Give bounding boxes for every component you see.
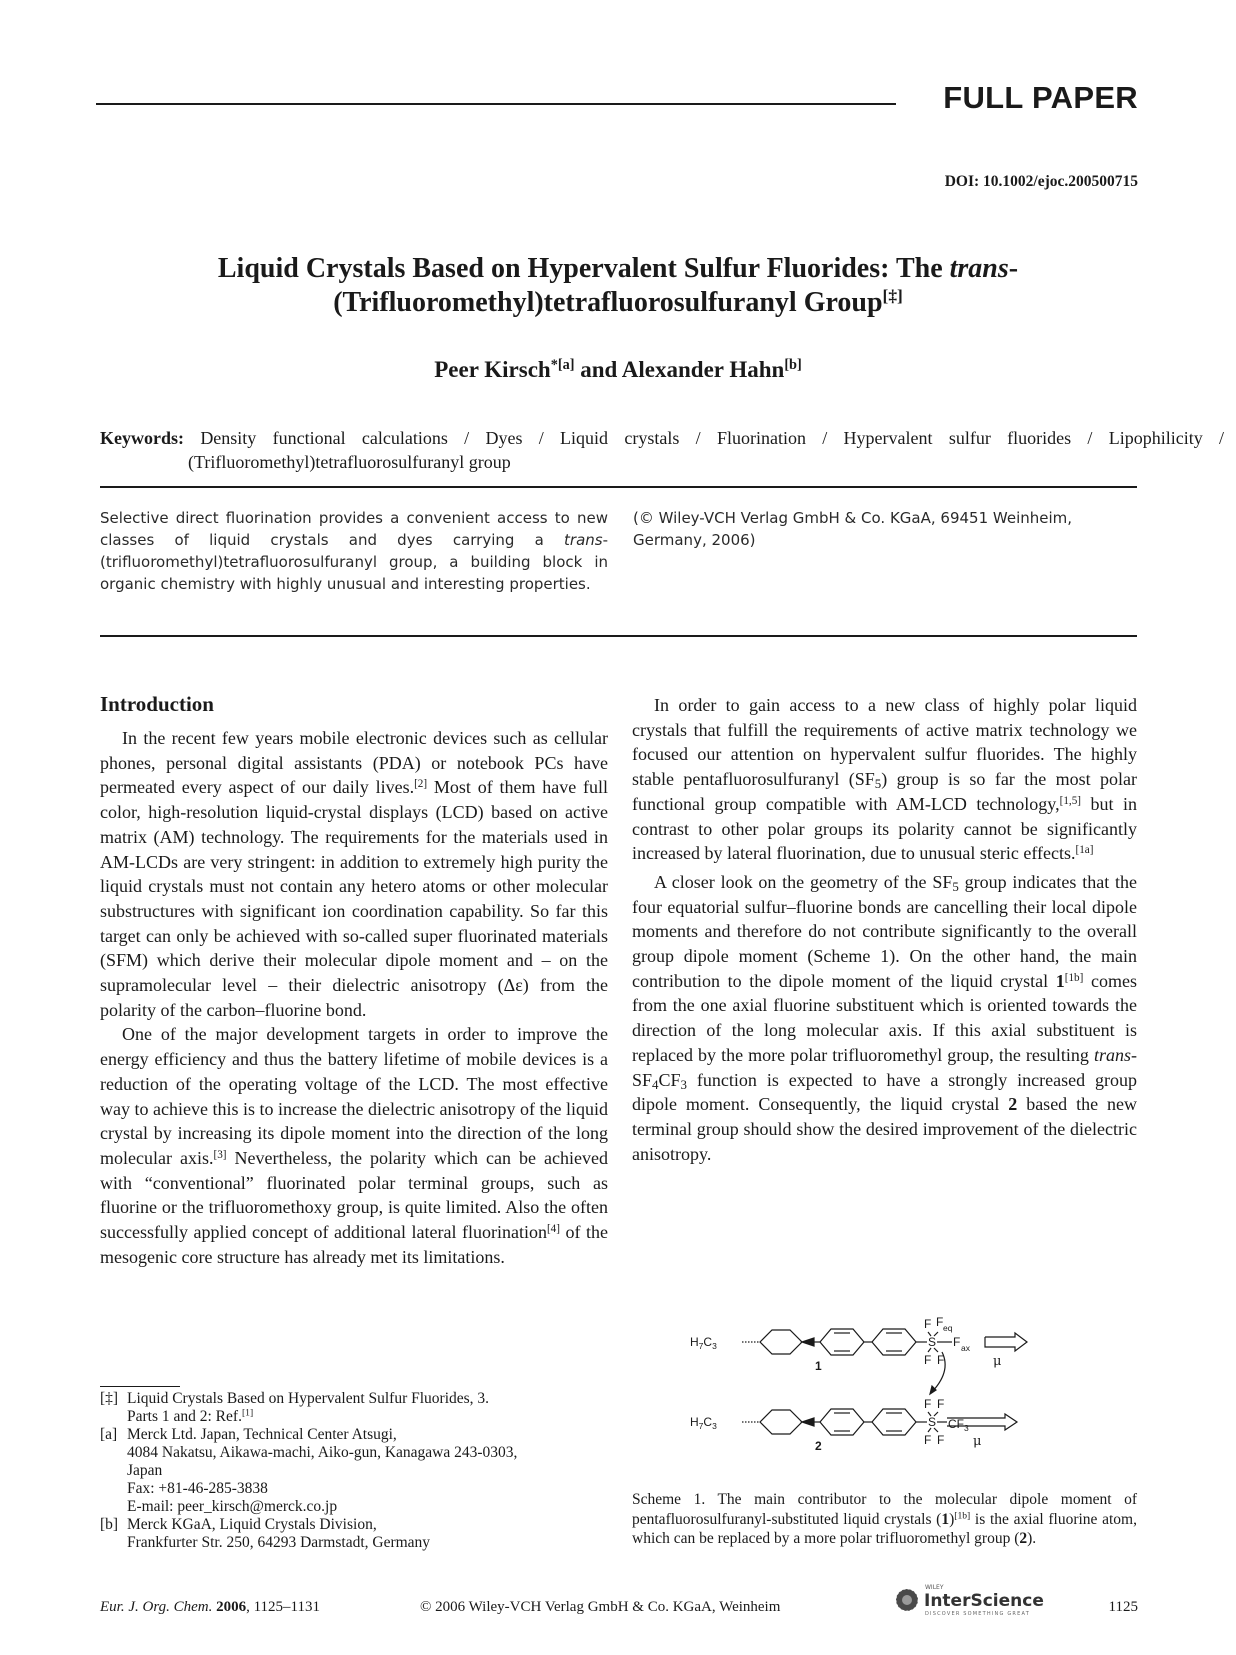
svg-text:H7C3 [690,1335,717,1351]
citation[interactable]: [4] [546,1222,560,1235]
text: group indicates that the four equatorial sulfur–fluorine bonds are cancelling their local dipole moments and therefore do not contribute significantly to the overall group dipole moment (Scheme 1). On the other hand, the main contribution to the dipole moment of the liquid crystal [632,871,1137,991]
scheme-subscript: 3 [964,1423,969,1433]
footnote-mark: [b] [100,1516,119,1533]
author-name: Alexander Hahn [621,357,785,382]
footnotes [100,1390,608,1552]
italic-text: trans [1093,1044,1131,1065]
scheme-atom: CF [948,1417,964,1431]
scheme-dipole-symbol: μ [993,1354,1002,1369]
author-affiliation-mark[interactable]: *[a] [550,357,575,374]
text: Most of them have full color, high-resolution liquid-crystal displays (LCD) based on active matrix (AM) technology. The requirements for the materials used in AM-LCDs are very stringent: in addition to extremely high purity the liquid crystals must not contain any hetero atoms or other molecular substructures with significant ion coordination capability. So far this target can only be achieved with so-called super fluorinated materials (SFM) which derive their molecular dipole moment and – on the supramolecular level – their dielectric anisotropy (Δε) from the polarity of the carbon–fluorine bond. [100,777,609,1020]
scheme-1-structure [690,1310,1070,1470]
right-column [632,693,1137,1166]
text: of the mesogenic core structure has already met its limitations. [100,1222,609,1267]
footer-copyright: © 2006 Wiley-VCH Verlag GmbH & Co. KGaA, Weinheim [420,1599,781,1615]
molecule-1 [742,1329,1027,1394]
footnote [100,1426,608,1516]
scheme-atom: F [953,1335,961,1349]
footnote-rule [100,1386,180,1387]
keywords-label: Keywords: [100,428,184,448]
compound-label: 2 [815,1439,822,1453]
text: One of the major development targets in order to improve the energy efficiency and thus the battery lifetime of mobile devices is a reduction of the operating voltage of the LCD. The most effective way to achieve this is to increase the dielectric anisotropy of the liquid crystal by increasing its dipole moment into the direction of the long molecular axis. [100,1024,608,1168]
paragraph [100,1022,608,1269]
keywords-text: Density functional calculations / Dyes / Liquid crystals / Fluorination / Hypervalent sulfur fluorides / Lipophilicity / (Trifluoromethyl)tetrafluorosulfuranyl group [188,428,1224,472]
scheme-atom: C [703,1335,713,1349]
citation[interactable]: [1a] [1075,844,1094,857]
left-column [100,726,608,1269]
scheme-subscript: ax [961,1343,970,1353]
scheme-dipole-symbol: μ [973,1434,982,1449]
paper-title [100,252,1136,320]
compound-label: 1 [815,1359,822,1373]
subscript: 3 [680,1076,688,1092]
text: comes from the one axial fluorine substituent which is oriented towards the direction of the long molecular axis. If this axial substituent is replaced by the more polar trifluoromethyl group, the resulting [632,970,1137,1065]
email-link[interactable]: E-mail: peer_kirsch@merck.co.jp [127,1498,338,1515]
text: -SF [632,1044,1137,1090]
caption-text: is the axial fluorine atom, which can be replaced by a more polar trifluoromethyl group ( [632,1510,1137,1547]
scheme-atom: H [690,1415,699,1429]
scheme-subscript: 3 [712,1421,717,1431]
scheme-caption [632,1490,1137,1549]
scheme-subscript: 7 [698,1421,704,1431]
footnote-line: Merck KGaA, Liquid Crystals Division, [127,1516,377,1533]
text: In order to gain access to a new class of highly polar liquid crystals that fulfill the requirements of active matrix technology we focused our attention on hypervalent sulfur fluorides. The highly stable pentafluorosulfuranyl (SF [632,695,1137,790]
authors [100,357,1136,383]
citation[interactable]: [1b] [1064,971,1084,984]
citation[interactable]: [3] [213,1148,227,1161]
journal-name: Eur. J. Org. Chem. [100,1599,213,1615]
caption-text: ). [1027,1530,1037,1547]
citation[interactable]: [2] [414,778,428,791]
citation[interactable]: [1b] [954,1510,971,1522]
footnote [100,1390,608,1426]
author-affiliation-mark[interactable]: [b] [784,357,802,374]
scheme-atom: H [690,1335,699,1349]
footer-citation [100,1599,320,1616]
footnote-line: Parts 1 and 2: Ref. [127,1408,242,1425]
svg-text:H7C3 [690,1415,717,1431]
abstract-top-rule [100,486,1137,488]
scheme-atom: F [937,1433,945,1447]
scheme-atom: F [937,1397,945,1411]
scheme-atom: F [936,1315,944,1329]
section-label: FULL PAPER [943,80,1138,115]
subscript: 5 [952,879,959,895]
author-name: Peer Kirsch [434,357,551,382]
compound-label: 1 [941,1510,950,1528]
header-rule [96,103,896,105]
abstract-copyright: (© Wiley-VCH Verlag GmbH & Co. KGaA, 69451 Weinheim, Germany, 2006) [633,509,1073,549]
compound-label: 1 [1055,970,1065,991]
paragraph [632,870,1137,1166]
citation[interactable]: [1] [241,1407,254,1419]
authors-and: and [574,357,622,382]
svg-text:CF3 [948,1417,969,1433]
journal-year: 2006 [216,1599,247,1615]
caption-text: ) [949,1510,955,1528]
logo-wiley: WILEY [925,1584,944,1591]
logo-interscience: InterScience [924,1591,1044,1611]
doi: DOI: 10.1002/ejoc.200500715 [944,173,1138,190]
citation[interactable]: [1,5] [1059,794,1082,807]
compound-label: 2 [1008,1094,1018,1115]
paragraph [100,726,608,1022]
footnote-line: Liquid Crystals Based on Hypervalent Sulfur Fluorides, 3. [127,1390,490,1407]
subscript: 5 [874,776,882,792]
scheme-atom: C [703,1415,713,1429]
footnote-line: Fax: +81-46-285-3838 [127,1480,268,1497]
abstract [100,507,608,595]
scheme-atom: S [928,1415,937,1429]
keywords [100,426,1224,474]
footnote-line: Merck Ltd. Japan, Technical Center Atsugi, [127,1426,397,1443]
title-part: (Trifluoromethyl)tetrafluorosulfuranyl Group [333,287,883,318]
footnote-line: 4084 Nakatsu, Aikawa-machi, Aiko-gun, Kanagawa 243-0303, [127,1444,518,1461]
text: A closer look on the geometry of the SF [654,871,953,892]
journal-pages: , 1125–1131 [246,1599,320,1615]
scheme-atom: S [928,1335,937,1349]
text: ) group is so far the most polar functional group compatible with AM-LCD technology, [632,769,1137,814]
scheme-atom: F [937,1353,945,1367]
scheme-atom: F [924,1317,932,1331]
section-heading: Introduction [100,692,214,716]
footnote-mark: [a] [100,1426,118,1443]
abstract-text: Selective direct fluorination provides a convenient access to new classes of liquid crystals and dyes carrying a [100,509,608,549]
footnote-mark: [‡] [100,1390,119,1407]
text: but in contrast to other polar groups its polarity cannot be significantly increased by lateral fluorination, due to unusual steric effects. [632,793,1137,864]
scheme-atom: F [924,1397,932,1411]
subscript: 4 [652,1076,659,1092]
text: Nevertheless, the polarity which can be achieved with “conventional” fluorinated polar terminal groups, such as fluorine or the trifluoromethoxy group, is quite limited. Also the often successfully applied concept of additional lateral fluorination [100,1147,608,1243]
page-number: 1125 [1108,1599,1138,1615]
abstract-text: -(trifluoromethyl)tetrafluorosulfuranyl group, a building block in organic chemistry with highly unusual and interesting properties. [100,531,608,593]
molecule-2 [742,1409,1017,1435]
scheme-atom: F [924,1433,932,1447]
title-part: Liquid Crystals Based on Hypervalent Sulfur Fluorides: The [217,253,950,284]
text: function is expected to have a strongly increased group dipole moment. Consequently, the liquid crystal [632,1069,1137,1115]
interscience-logo[interactable] [893,1582,1044,1623]
footnote-line: Frankfurter Str. 250, 64293 Darmstadt, Germany [127,1534,431,1551]
compound-label: 2 [1019,1530,1028,1547]
abstract-bottom-rule [100,635,1137,637]
footnote [100,1516,608,1552]
title-italic: trans [949,253,1009,284]
text: CF [658,1069,681,1090]
scheme-subscript: 7 [698,1341,704,1351]
caption-text: Scheme 1. The main contributor to the molecular dipole moment of pentafluorosulfuranyl-substituted liquid crystals ( [632,1491,1137,1528]
abstract-italic: trans [564,531,603,549]
scheme-atom: F [924,1353,932,1367]
scheme-subscript: 3 [712,1341,717,1351]
title-footnote-mark[interactable]: [‡] [882,286,903,306]
title-part: - [1008,253,1019,284]
text: In the recent few years mobile electronic devices such as cellular phones, personal digital assistants (PDA) or notebook PCs have permeated every aspect of our daily lives. [100,728,608,798]
paragraph [632,693,1137,866]
logo-tagline: DISCOVER SOMETHING GREAT [925,1611,1030,1617]
scheme-subscript: eq [943,1323,953,1333]
text: based the new terminal group should show the desired improvement of the dielectric anisotropy. [632,1094,1137,1164]
footnote-line: Japan [127,1462,163,1479]
